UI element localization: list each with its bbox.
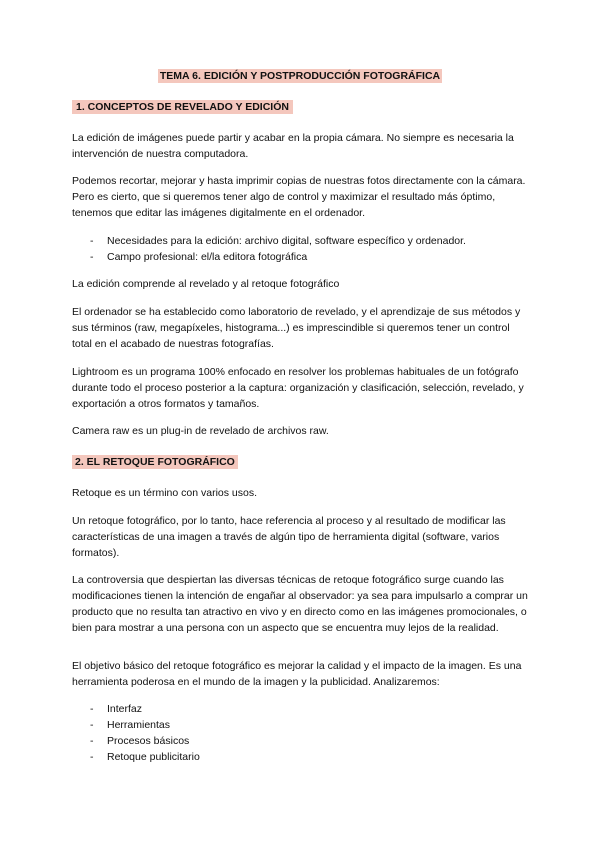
- list-marker: -: [90, 751, 94, 763]
- document-title-text: TEMA 6. EDICIÓN Y POSTPRODUCCIÓN FOTOGRÁFICA: [159, 70, 441, 82]
- paragraph: Lightroom es un programa 100% enfocado en resolver los problemas habituales de un fotógrafo durante todo el proceso posterior a la captura: organización y clasificación, selección, revelado, y exportación a otros formatos y tamaños.: [72, 366, 524, 410]
- list-item: - Campo profesional: el/la editora fotográfica: [90, 251, 308, 263]
- document-title: [0, 70, 600, 82]
- paragraph: Retoque es un término con varios usos.: [72, 487, 258, 499]
- paragraph: El objetivo básico del retoque fotográfico es mejorar la calidad y el impacto de la imagen. Es una herramienta poderosa en el mundo de la imagen y la publicidad. Analizaremos:: [72, 660, 522, 688]
- paragraph: Un retoque fotográfico, por lo tanto, hace referencia al proceso y al resultado de modificar las características de una imagen a través de algún tipo de herramienta digital (software, varios formatos).: [72, 515, 506, 559]
- section-2-heading-text: 2. EL RETOQUE FOTOGRÁFICO: [72, 455, 238, 469]
- topics-list: [90, 701, 200, 765]
- list-marker: -: [90, 735, 94, 747]
- list-item: - Necesidades para la edición: archivo digital, software específico y ordenador.: [90, 235, 466, 247]
- list-item: - Procesos básicos: [90, 735, 190, 747]
- section-1-heading: [72, 101, 293, 113]
- list-marker: -: [90, 235, 94, 247]
- list-item: - Interfaz: [90, 703, 143, 715]
- requirements-list: [90, 233, 466, 265]
- paragraph: La controversia que despiertan las diversas técnicas de retoque fotográfico surge cuando las modificaciones tienen la intención de engañar al observador: ya sea para impulsarlo a comprar un producto que no resulta tan atractivo en vivo y en directo como en las imágenes promocionales, o bien para mostrar a una persona con un aspecto que se encuentra muy lejos de la realidad.: [72, 574, 528, 634]
- list-marker: -: [90, 251, 94, 263]
- list-marker: -: [90, 703, 94, 715]
- paragraph: La edición de imágenes puede partir y acabar en la propia cámara. No siempre es necesaria la intervención de nuestra computadora.: [72, 132, 514, 160]
- paragraph: Camera raw es un plug-in de revelado de archivos raw.: [72, 425, 329, 437]
- list-item: - Retoque publicitario: [90, 751, 200, 763]
- list-item: - Herramientas: [90, 719, 171, 731]
- paragraph: La edición comprende al revelado y al retoque fotográfico: [72, 278, 340, 290]
- section-1-heading-text: 1. CONCEPTOS DE REVELADO Y EDICIÓN: [72, 100, 293, 114]
- paragraph: El ordenador se ha establecido como laboratorio de revelado, y el aprendizaje de sus métodos y sus términos (raw, megapíxeles, histograma...) es imprescindible si queremos tener un control total en el acabado de nuestras fotografías.: [72, 306, 521, 350]
- section-2-heading: [72, 456, 238, 468]
- list-marker: -: [90, 719, 94, 731]
- paragraph: Podemos recortar, mejorar y hasta imprimir copias de nuestras fotos directamente con la cámara. Pero es cierto, que si queremos tener algo de control y maximizar el resultado más óptimo, tenemos que editar las imágenes digitalmente en el ordenador.: [72, 175, 526, 219]
